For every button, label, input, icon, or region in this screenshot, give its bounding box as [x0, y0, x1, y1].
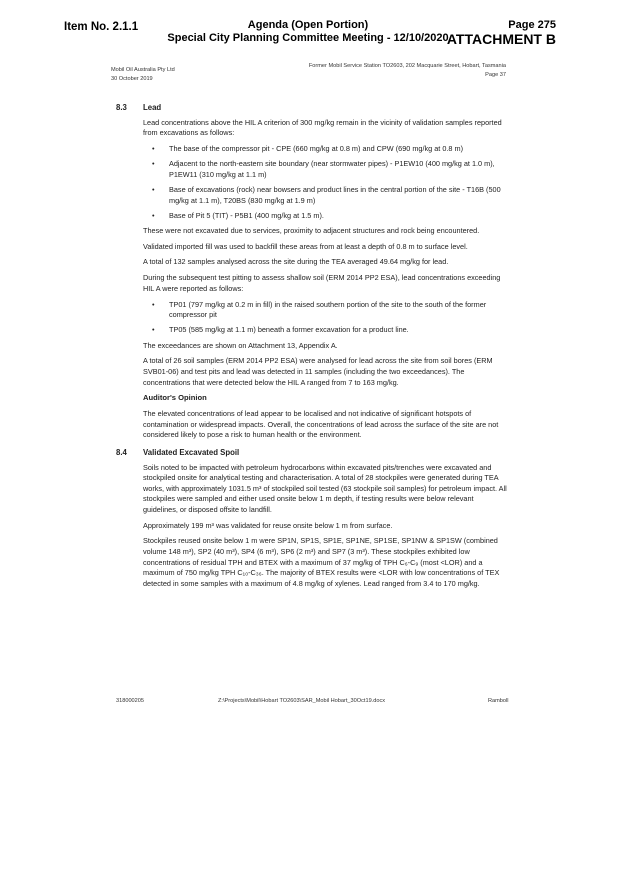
agenda-line: Agenda (Open Portion) [247, 19, 369, 31]
page-number: Page 275 [508, 19, 556, 31]
section-8-3-body [143, 118, 508, 441]
footer-company: Ramboll [488, 698, 509, 704]
paragraph: A total of 26 soil samples (ERM 2014 PP2 ESA) were analysed for lead across the site from soil bores (ERM SVB01-06) and test pits and lead was detected in 11 samples (including the two exceedances). The concentrations that were detected below the HIL A ranged from 7 to 163 mg/kg. [143, 356, 493, 387]
list-item-text: Base of excavations (rock) near bowsers and product lines in the central portion of the site - T16B (500 mg/kg at 1.1 m), T20BS (830 mg/kg at 1.9 m) [169, 184, 501, 205]
list-item-text: TP01 (797 mg/kg at 0.2 m in fill) in the raised southern portion of the site to the south of the former compressor pit [169, 299, 487, 320]
attachment-label: ATTACHMENT B [446, 31, 556, 47]
bullet-list [143, 144, 508, 221]
list-item: • Base of excavations (rock) near bowsers and product lines in the central portion of the site - T16B (500 mg/kg at 1.1 m), T20BS (830 mg/kg at 1.9 m) [152, 184, 501, 205]
list-item-text: TP05 (585 mg/kg at 1.1 m) beneath a former excavation for a product line. [169, 325, 409, 335]
item-number: Item No. 2.1.1 [64, 21, 139, 33]
paragraph: Stockpiles reused onsite below 1 m were SP1N, SP1S, SP1E, SP1NE, SP1SE, SP1NW & SP1SW (combined volume 148 m³), SP2 (40 m³), SP4 (6 m³), SP6 (2 m³) and SP7 (3 m³). These stockpiles exhibited low concentrations of residual TPH and BTEX with a maximum of 37 mg/kg of TPH C₆-C₉ (most <LOR) and a maximum of 750 mg/kg TPH C₁₀-C₃₆. The majority of BTEX results were <LOR with low concentrations of TEX detected in some samples with a maximum of 4.8 mg/kg of xylenes. Lead ranged from 3.4 to 170 mg/kg. [143, 536, 500, 588]
list-item-text: The base of the compressor pit - CPE (660 mg/kg at 0.8 m) and CPW (690 mg/kg at 0.8 m) [169, 143, 464, 153]
paragraph: The elevated concentrations of lead appear to be localised and not indicative of significant hotspots of contamination or widespread impacts. Overall, the concentrations of lead across the surface of the site are not considered likely to pose a risk to human health or the environment. [143, 408, 499, 440]
footer-project-number: 318000205 [116, 698, 144, 704]
footer-file-path: Z:\Projects\Mobil\Hobart TO2603\SAR_Mobil Hobart_30Oct19.docx [218, 698, 386, 704]
doc-header-left [111, 66, 175, 84]
paragraph: These were not excavated due to services, proximity to adjacent structures and rock being encountered. [143, 225, 480, 235]
doc-site: Former Mobil Service Station TO2603, 202 Macquarie Street, Hobart, Tasmania [308, 63, 506, 69]
list-item-text: Base of Pit 5 (TIT) - P5B1 (400 mg/kg at 1.5 m). [169, 210, 324, 220]
section-8-4-body [143, 463, 508, 590]
list-item: • Base of Pit 5 (TIT) - P5B1 (400 mg/kg at 1.5 m). [152, 210, 324, 220]
paragraph: During the subsequent test pitting to assess shallow soil (ERM 2014 PP2 ESA), lead concentrations exceeding HIL A were reported as follows: [143, 273, 501, 293]
paragraph: The exceedances are shown on Attachment 13, Appendix A. [143, 340, 338, 350]
list-item: • The base of the compressor pit - CPE (660 mg/kg at 0.8 m) and CPW (690 mg/kg at 0.8 m) [152, 143, 464, 153]
meeting-line: Special City Planning Committee Meeting - 12/10/2020 [167, 32, 449, 44]
doc-date: 30 October 2019 [111, 76, 153, 82]
section-number: 8.3 [116, 103, 127, 112]
section-number: 8.4 [116, 447, 127, 457]
doc-header-right [309, 62, 506, 80]
paragraph: Approximately 199 m³ was validated for reuse onsite below 1 m from surface. [143, 520, 393, 530]
section-heading-8-4 [116, 448, 508, 459]
paragraph: Lead concentrations above the HIL A criterion of 300 mg/kg remain in the vicinity of validation samples reported from excavations as follows: [143, 117, 502, 138]
list-item: • Adjacent to the north-eastern site boundary (near stormwater pipes) - P1EW10 (400 mg/kg at 1.0 m), P1EW11 (310 mg/kg at 1.1 m) [152, 159, 495, 179]
section-title: Validated Excavated Spoil [143, 447, 240, 457]
paragraph: Validated imported fill was used to backfill these areas from at least a depth of 0.8 m to surface level. [143, 241, 468, 251]
agenda-title [140, 19, 476, 45]
page-attachment [447, 19, 556, 47]
section-title: Lead [143, 103, 162, 112]
document-body [116, 103, 508, 595]
doc-company: Mobil Oil Australia Pty Ltd [111, 67, 175, 73]
paragraph: Soils noted to be impacted with petroleum hydrocarbons within excavated pits/trenches were excavated and stockpiled onsite for analytical testing and characterisation. A total of 28 stockpiles were generated during TEA works, with approximately 1031.5 m³ of stockpiled soil tested (63 stockpile soil samples) for petroleum impact. All stockpiles were sampled and either used onsite below 1 m depth, if testing results were below relevant guidelines, or disposed offsite to landfill. [143, 462, 507, 514]
list-item: • TP05 (585 mg/kg at 1.1 m) beneath a former excavation for a product line. [152, 325, 409, 335]
section-heading-8-3 [116, 103, 508, 114]
auditor-opinion-heading: Auditor's Opinion [143, 393, 207, 403]
paragraph: A total of 132 samples analysed across the site during the TEA averaged 49.64 mg/kg for lead. [143, 257, 449, 267]
doc-page: Page 37 [485, 72, 506, 78]
bullet-list [143, 300, 508, 336]
list-item: • TP01 (797 mg/kg at 0.2 m in fill) in the raised southern portion of the site to the south of the former compressor pit [152, 299, 487, 320]
list-item-text: Adjacent to the north-eastern site boundary (near stormwater pipes) - P1EW10 (400 mg/kg at 1.0 m), P1EW11 (310 mg/kg at 1.1 m) [169, 159, 495, 179]
